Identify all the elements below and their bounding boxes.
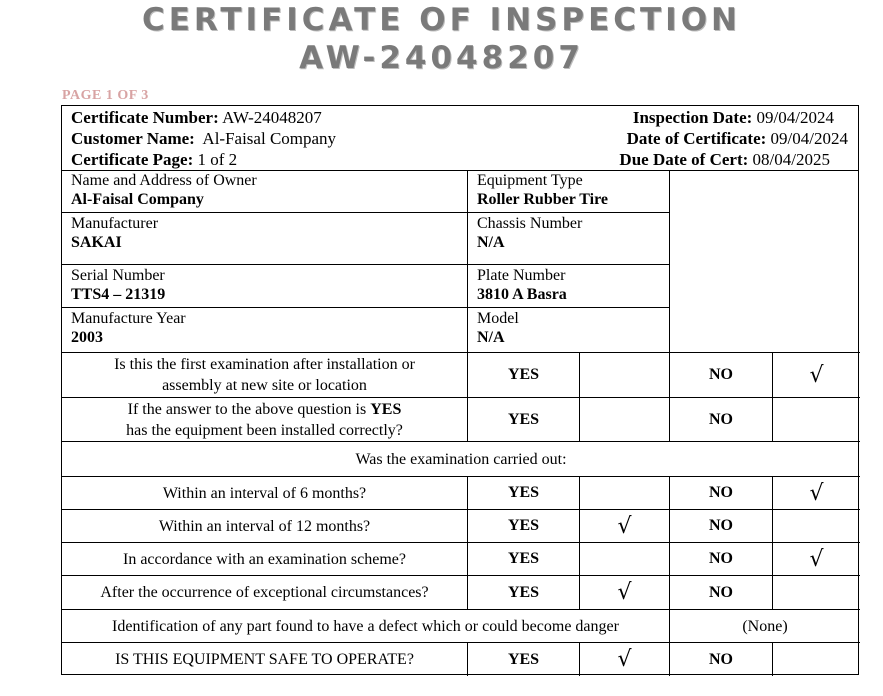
no-checkbox[interactable]: [773, 510, 860, 543]
certificate-page-value: 1 of 2: [197, 150, 238, 169]
model-label: Model: [477, 310, 519, 327]
check-mark-icon: √: [617, 513, 632, 539]
customer-name-row: [71, 128, 336, 149]
plate-number-label: Plate Number: [477, 267, 566, 284]
question-text-line1: Is this the first examination after installation or: [114, 356, 415, 373]
certificate-number-title: AW-24048207: [299, 40, 584, 76]
manufacture-year-value: 2003: [71, 329, 103, 346]
yes-label: YES: [468, 398, 580, 442]
certificate-number-value: AW-24048207: [222, 108, 322, 127]
manufacture-year-label: Manufacture Year: [71, 310, 186, 327]
chassis-number-value: N/A: [477, 234, 505, 251]
question-text-line1: If the answer to the above question is: [127, 400, 371, 418]
exam-question: Within an interval of 12 months?: [62, 510, 468, 543]
chassis-number-cell: [468, 213, 670, 265]
yes-checkbox[interactable]: [580, 576, 670, 610]
no-checkbox[interactable]: [773, 398, 860, 442]
no-checkbox[interactable]: [773, 543, 860, 576]
exam-question: After the occurrence of exceptional circumstances?: [62, 576, 468, 610]
date-of-certificate-row: [627, 128, 848, 149]
manufacturer-value: SAKAI: [71, 234, 122, 251]
manufacturer-cell: [62, 213, 468, 265]
check-mark-icon: √: [809, 480, 824, 506]
certificate-sheet: [61, 105, 859, 675]
no-checkbox[interactable]: [773, 477, 860, 510]
owner-cell: [62, 170, 468, 213]
check-mark-icon: √: [809, 362, 824, 388]
question-text-line2: assembly at new site or location: [162, 377, 367, 394]
question-first-examination: [62, 353, 468, 398]
photo-placeholder-cell: [670, 170, 860, 353]
no-label: NO: [670, 477, 773, 510]
chassis-number-label: Chassis Number: [477, 215, 583, 232]
yes-checkbox[interactable]: [580, 643, 670, 676]
manufacture-year-cell: [62, 308, 468, 353]
certificate-number-row: [71, 107, 322, 128]
section-heading-examination: Was the examination carried out:: [62, 442, 860, 477]
yes-checkbox[interactable]: [580, 543, 670, 576]
no-label: NO: [670, 576, 773, 610]
page-label: PAGE 1 OF 3: [62, 88, 149, 103]
no-label: NO: [670, 353, 773, 398]
certificate-page-row: [71, 149, 237, 170]
check-mark-icon: √: [809, 546, 824, 572]
check-mark-icon: √: [617, 580, 632, 605]
yes-label: YES: [468, 643, 580, 676]
serial-number-label: Serial Number: [71, 267, 165, 284]
serial-number-cell: [62, 265, 468, 308]
yes-label: YES: [468, 576, 580, 610]
yes-label: YES: [468, 543, 580, 576]
no-label: NO: [670, 510, 773, 543]
defect-question: Identification of any part found to have a defect which or could become danger: [62, 610, 670, 643]
inspection-date-value: 09/04/2024: [756, 108, 834, 127]
certificate-title: CERTIFICATE OF INSPECTION: [142, 2, 741, 38]
no-label: NO: [670, 398, 773, 442]
no-checkbox[interactable]: [773, 576, 860, 610]
due-date-row: [619, 149, 830, 170]
question-installed-correctly: [62, 398, 468, 442]
serial-number-value: TTS4 – 21319: [71, 286, 166, 303]
yes-label: YES: [468, 510, 580, 543]
certificate-number-label: Certificate Number:: [71, 108, 219, 127]
no-label: NO: [670, 643, 773, 676]
customer-name-label: Customer Name:: [71, 129, 195, 148]
model-cell: [468, 308, 670, 353]
certificate-page-label: Certificate Page:: [71, 150, 194, 169]
defect-answer: (None): [670, 610, 860, 643]
question-text-bold: YES: [370, 400, 402, 418]
yes-label: YES: [468, 353, 580, 398]
no-checkbox[interactable]: [773, 353, 860, 398]
due-date-label: Due Date of Cert:: [619, 150, 749, 169]
yes-label: YES: [468, 477, 580, 510]
date-of-certificate-value: 09/04/2024: [770, 129, 848, 148]
plate-number-value: 3810 A Basra: [477, 286, 567, 303]
yes-checkbox[interactable]: [580, 510, 670, 543]
safe-to-operate-question: IS THIS EQUIPMENT SAFE TO OPERATE?: [62, 643, 468, 676]
inspection-date-row: [633, 107, 834, 128]
equipment-type-cell: [468, 170, 670, 213]
no-checkbox[interactable]: [773, 643, 860, 676]
certificate-header: [62, 106, 858, 171]
exam-question: Within an interval of 6 months?: [62, 477, 468, 510]
customer-name-value: Al-Faisal Company: [202, 129, 337, 148]
plate-number-cell: [468, 265, 670, 308]
owner-value: Al-Faisal Company: [71, 191, 204, 208]
yes-checkbox[interactable]: [580, 477, 670, 510]
manufacturer-label: Manufacturer: [71, 215, 159, 232]
equipment-type-value: Roller Rubber Tire: [477, 191, 608, 208]
exam-question: In accordance with an examination scheme?: [62, 543, 468, 576]
check-mark-icon: √: [617, 647, 632, 672]
equipment-type-label: Equipment Type: [477, 172, 583, 189]
yes-checkbox[interactable]: [580, 353, 670, 398]
question-text-line2: has the equipment been installed correctly?: [126, 421, 403, 439]
owner-label: Name and Address of Owner: [71, 172, 257, 189]
date-of-certificate-label: Date of Certificate:: [626, 129, 767, 148]
due-date-value: 08/04/2025: [752, 150, 830, 169]
no-label: NO: [670, 543, 773, 576]
model-value: N/A: [477, 329, 505, 346]
yes-checkbox[interactable]: [580, 398, 670, 442]
inspection-date-label: Inspection Date:: [632, 108, 753, 127]
